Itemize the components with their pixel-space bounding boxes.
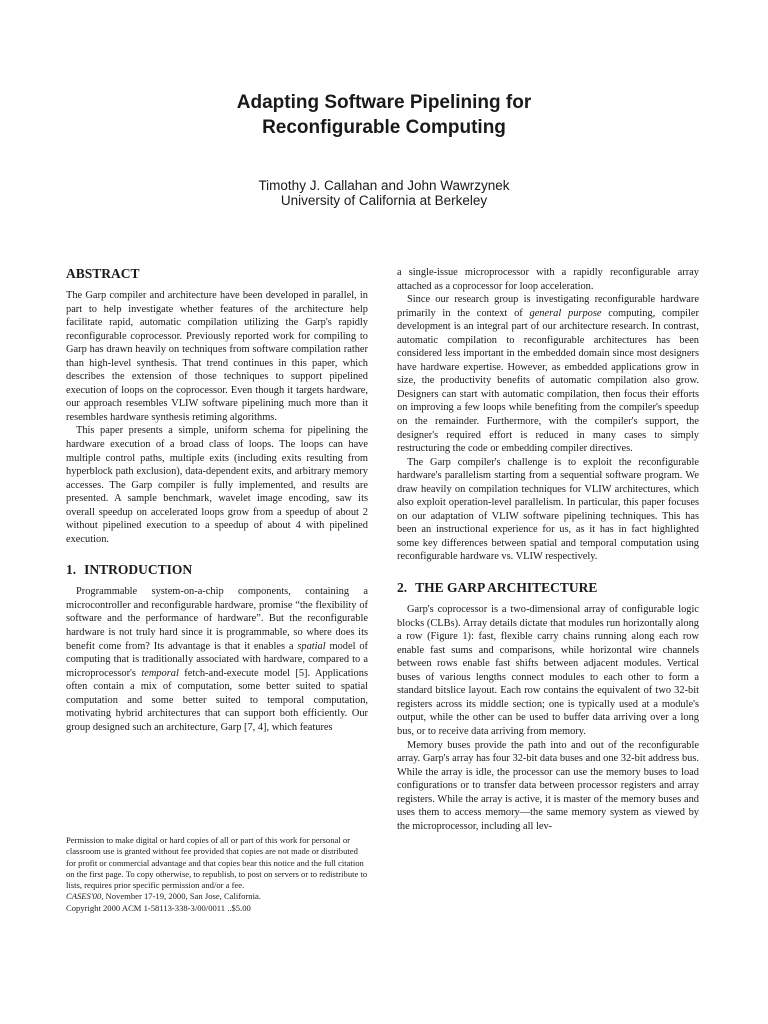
permission-text: Permission to make digital or hard copies of all or part of this work for personal or classroom use is granted without fee provided that copies are not made or distributed for profit or commercial advantage and that copies bear this notice and the full citation on the first page. To copy otherwise, to republish, to post on servers or to redistribute to lists, requires prior specific permission and/or a fee. (66, 835, 368, 891)
section-title: INTRODUCTION (84, 562, 193, 578)
section-heading-introduction (66, 562, 368, 578)
author-block (0, 178, 768, 208)
intro-emphasis-temporal: temporal (141, 667, 179, 679)
section-number: 2. (397, 580, 408, 596)
left-column (66, 266, 368, 734)
abstract-paragraph-1: The Garp compiler and architecture have been developed in parallel, in part to help investigate whether features of the architecture help facilitate rapid, automatic compilation utilizing the Garp's rapidly reconfigurable coprocessor. Previously reported work for compiling to Garp has drawn heavily on techniques from software compilation rather than high-level synthesis. That trend continues in this paper, which describes the extension of those techniques to support pipelined execution of loops on the coprocessor. Even though it targets hardware, our approach resembles VLIW software pipelining much more than it resembles hardware synthesis retiming algorithms. (66, 290, 368, 423)
intro2-text-b: computing, compiler development is an integral part of our architecture research. In contrast, automatic compilation to reconfigurable architectures has been considered less important in the embedded domain since most designers have hardware expertise. However, as embedded applications grow in size, the productivity benefits of automatic compilation also grow. Designers can start with automatic compilation, then focus their efforts on improving a few loops while benefiting from the compiler's speedup on the remainder. Furthermore, with the compiler's support, the designer's required effort is reduced in many cases to simply restructuring the code or embedding compiler directives. (397, 307, 699, 455)
abstract-paragraph-2: This paper presents a simple, uniform schema for pipelining the hardware execution of a broad class of loops. The loops can have multiple control paths, multiple exits (including exits resulting from hyperblock path exclusion), data-dependent exits, and arbitrary memory accesses. The Garp compiler is fully implemented, and results are presented. A sample benchmark, wavelet image encoding, saw its overall speedup on accelerated loops grow from a speedup of about 2 without pipelined execution to a speedup of about 4 with pipelined execution. (66, 425, 368, 545)
venue-name: CASES'00, (66, 891, 104, 902)
section-gap (66, 546, 368, 562)
venue-line (66, 891, 368, 902)
copyright-notice (66, 835, 368, 914)
intro-text-c: fetch-and-execute model [5]. Applications often contain a mix of computation, some better suited to spatial computation and some better suited to temporal computation, motivating hybrid architectures that can support both efficiently. Our group designed such an architecture, Garp [7, 4], which features (66, 667, 368, 733)
intro2-text-a: Since our research group is investigating reconfigurable hardware primarily in the context of (397, 294, 699, 319)
section-gap (397, 564, 699, 580)
section-number: 1. (66, 562, 77, 578)
architecture-paragraph-1: Garp's coprocessor is a two-dimensional array of configurable logic blocks (CLBs). Array details dictate that modules run horizontally along a row (Figure 1): fast, flexible carry chains running along each row enable fast sums and comparisons, while horizontal wire channels between rows enable fast shifts between adjacent modules. Vertical buses of various lengths connect modules to each other to form a standard bitslice layout. Each row contains the equivalent of two 32-bit registers across its middle section; one is typically used at a module's output, while the other can be used to buffer data arriving over a long bus, or to receive data arriving from memory. (397, 604, 699, 737)
right-column (397, 266, 699, 833)
venue-details: November 17-19, 2000, San Jose, California. (103, 891, 261, 902)
intro-continuation: a single-issue microprocessor with a rapidly reconfigurable array attached as a coprocessor for loop acceleration. (397, 267, 699, 292)
intro-text-b: model of computing that is traditionally associated with hardware, compared to a microprocessor's (66, 640, 368, 679)
intro2-emphasis: general purpose (529, 307, 602, 319)
intro-paragraph-3: The Garp compiler's challenge is to exploit the reconfigurable hardware's parallelism starting from a sequential software program. We draw heavily on compilation techniques for VLIW architectures, which also exploit operation-level parallelism. In particular, this paper focuses on our adaptation of VLIW software pipelining techniques. This has been an instructional experience for us, as it has in fact highlighted some key differences between spatial and temporal computation using reconfigurable hardware vs. VLIW respectively. (397, 456, 699, 563)
intro-text-a: Programmable system-on-a-chip components, containing a microcontroller and reconfigurable hardware, promise “the flexibility of software and the performance of hardware”. But the reconfigurable hardware is not truly hard since it is programmable, so where does its benefit come from? Its advantage is that it enables a (66, 586, 368, 652)
intro-paragraph-2 (397, 293, 699, 456)
intro-emphasis-spatial: spatial (297, 640, 326, 652)
section-title: THE GARP ARCHITECTURE (415, 580, 598, 596)
section-heading-garp-architecture (397, 580, 699, 596)
title-line-2: Reconfigurable Computing (262, 117, 506, 138)
authors: Timothy J. Callahan and John Wawrzynek (258, 178, 510, 193)
paper-title (0, 90, 768, 140)
architecture-paragraph-2: Memory buses provide the path into and out of the reconfigurable array. Garp's array has four 32-bit data buses and one 32-bit address bus. While the array is idle, the processor can use the memory buses to load configurations or to transfer data between processor registers and array registers. While the array is active, it is master of the memory buses and uses them to access memory—the same memory system as viewed by the microprocessor, including all lev- (397, 739, 699, 832)
title-line-1: Adapting Software Pipelining for (236, 92, 532, 113)
abstract-heading: ABSTRACT (66, 266, 140, 281)
intro-paragraph-1 (66, 585, 368, 734)
affiliation: University of California at Berkeley (280, 193, 488, 208)
copyright-line: Copyright 2000 ACM 1-58113-338-3/00/0011 ..$5.00 (66, 902, 251, 913)
